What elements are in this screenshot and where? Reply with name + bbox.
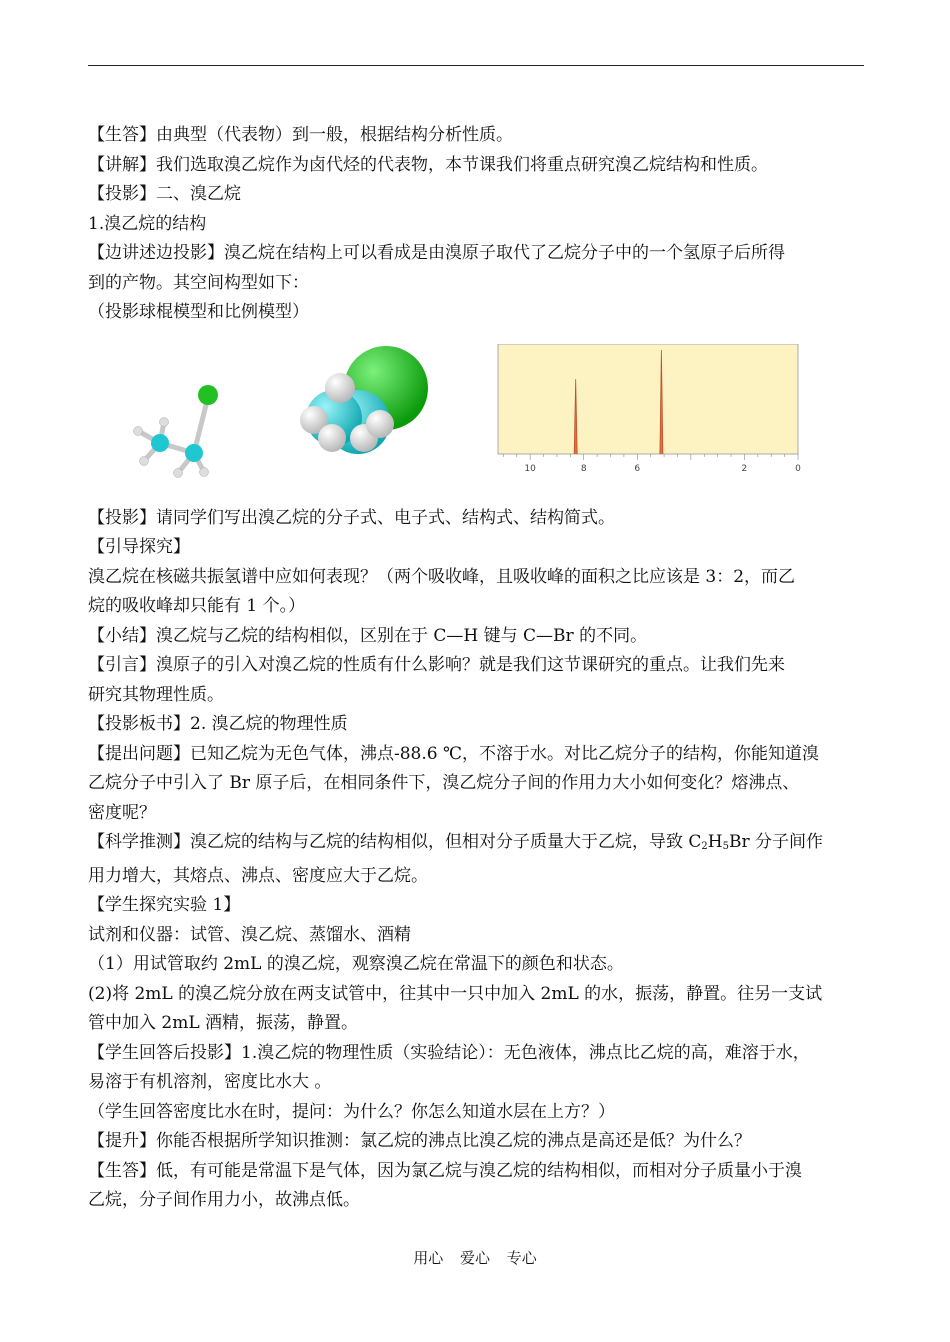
x-tick-label: 2	[741, 463, 748, 474]
paragraph-line: 【学生探究实验 1】	[88, 895, 241, 915]
x-tick-label: 0	[795, 463, 801, 474]
paragraph-line: 溴乙烷在核磁共振氢谱中应如何表现？（两个吸收峰，且吸收峰的面积之比应该是 3：2，而乙	[88, 566, 796, 587]
formula-text: H	[707, 832, 723, 852]
paragraph-line: 【引导探究】	[88, 537, 190, 557]
footer-text: 用心	[413, 1249, 444, 1267]
paragraph-line: 到的产物。其空间构型如下：	[88, 272, 309, 293]
paragraph-line: 密度呢？	[88, 802, 156, 823]
x-tick-label: 10	[524, 463, 536, 474]
x-tick-label: 8	[580, 463, 587, 474]
paragraph-line: 1.溴乙烷的结构	[88, 213, 207, 234]
paragraph-line: （投影球棍模型和比例模型）	[88, 302, 309, 322]
footer-text: 爱心	[459, 1249, 490, 1267]
subscript: 2	[701, 841, 708, 852]
ball-and-stick-model	[116, 360, 226, 495]
paragraph-line: 【讲解】我们选取溴乙烷作为卤代烃的代表物，本节课我们将重点研究溴乙烷结构和性质。	[88, 154, 768, 175]
paragraph-line: 【投影】请同学们写出溴乙烷的分子式、电子式、结构式、结构简式。	[88, 507, 615, 528]
x-tick-label: 6	[634, 463, 641, 474]
paragraph-line: 用力增大，其熔点、沸点、密度应大于乙烷。	[88, 865, 428, 886]
paragraph-line: 【提出问题】已知乙烷为无色气体，沸点-88.6 ℃，不溶于水。对比乙烷分子的结构，你能知道溴	[88, 743, 820, 764]
space-filling-model	[296, 338, 436, 468]
paragraph-line: 【投影板书】2. 溴乙烷的物理性质	[88, 714, 348, 734]
formula-text: 【科学推测】溴乙烷的结构与乙烷的结构相似，但相对分子质量大于乙烷，导致 C	[88, 832, 702, 852]
figure-row	[88, 330, 864, 500]
bromine-atom	[198, 385, 218, 405]
paragraph-line: 烷的吸收峰却只能有 1 个。）	[88, 596, 306, 616]
paragraph-line: 乙烷，分子间作用力小，故沸点低。	[88, 1190, 360, 1210]
paragraph-line: 【学生回答后投影】1.溴乙烷的物理性质（实验结论）：无色液体，沸点比乙烷的高，难溶于水，	[88, 1042, 810, 1063]
document-body	[88, 121, 864, 1216]
paragraph-line: 【提升】你能否根据所学知识推测：氯乙烷的沸点比溴乙烷的沸点是高还是低？为什么？	[88, 1131, 751, 1151]
header-rule	[88, 65, 864, 66]
paragraph-line: （1）用试管取约 2mL 的溴乙烷，观察溴乙烷在常温下的颜色和状态。	[88, 954, 624, 974]
paragraph-line: 【生答】低，有可能是常温下是气体，因为氯乙烷与溴乙烷的结构相似，而相对分子质量小于溴	[88, 1160, 802, 1181]
formula-text: Br 分子间作	[729, 832, 824, 852]
subscript: 5	[722, 841, 729, 852]
nmr-spectrum	[492, 344, 812, 474]
paragraph-line: （学生回答密度比水在时，提问：为什么？你怎么知道水层在上方？）	[88, 1101, 615, 1122]
paragraph-line: 试剂和仪器：试管、溴乙烷、蒸馏水、酒精	[88, 924, 411, 945]
page-footer	[0, 1247, 950, 1268]
paragraph-line: 研究其物理性质。	[88, 684, 224, 705]
paragraph-line: 【投影】二、溴乙烷	[88, 184, 241, 204]
paragraph-line: (2)将 2mL 的溴乙烷分放在两支试管中，往其中一只中加入 2mL 的水，振荡，静置。往另一支试	[88, 983, 823, 1004]
paragraph-line: 乙烷分子中引入了 Br 原子后，在相同条件下，溴乙烷分子间的作用力大小如何变化？熔沸点、	[88, 773, 800, 793]
formula-line	[88, 828, 864, 862]
footer-text: 专心	[506, 1249, 537, 1267]
paragraph-line: 易溶于有机溶剂，密度比水大 。	[88, 1072, 332, 1092]
paragraph-line: 【生答】由典型（代表物）到一般，根据结构分析性质。	[88, 125, 513, 145]
paragraph-line: 【边讲述边投影】溴乙烷在结构上可以看成是由溴原子取代了乙烷分子中的一个氢原子后所得	[88, 243, 785, 263]
paragraph-line: 【小结】溴乙烷与乙烷的结构相似，区别在于 C—H 键与 C—Br 的不同。	[88, 625, 648, 646]
paragraph-line: 【引言】溴原子的引入对溴乙烷的性质有什么影响？就是我们这节课研究的重点。让我们先来	[88, 655, 785, 675]
paragraph-line: 管中加入 2mL 酒精，振荡，静置。	[88, 1013, 359, 1033]
